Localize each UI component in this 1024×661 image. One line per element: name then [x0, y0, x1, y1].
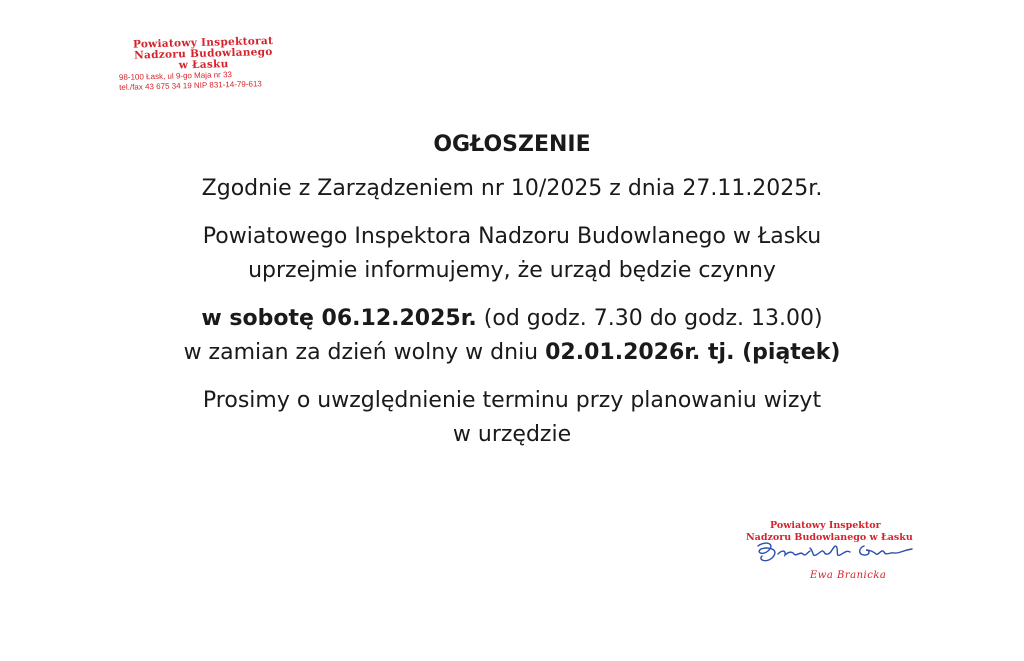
signer-name: Ewa Branicka: [810, 570, 887, 581]
saturday-hours: (od godz. 7.30 do godz. 13.00): [476, 306, 823, 331]
paragraph-request-end: w urzędzie: [452, 422, 572, 447]
saturday-date: w sobotę 06.12.2025r.: [201, 306, 477, 331]
dayoff-prefix: w zamian za dzień wolny w dniu: [183, 340, 546, 365]
announcement-body: [0, 128, 1024, 452]
paragraph-inspector: Powiatowego Inspektora Nadzoru Budowlanego w Łasku: [202, 224, 822, 249]
paragraph-regulation: Zgodnie z Zarządzeniem nr 10/2025 z dnia 27.11.2025r.: [201, 176, 823, 201]
dayoff-date: 02.01.2026r. tj. (piątek): [545, 340, 841, 365]
stamp-contact: tel./fax 43 675 34 19 NIP 831-14-79-613: [119, 79, 262, 92]
announcement-title: OGŁOSZENIE: [433, 132, 591, 157]
paragraph-request: Prosimy o uwzględnienie terminu przy planowaniu wizyt: [202, 388, 822, 413]
handwritten-signature: [752, 538, 927, 570]
office-stamp: [118, 36, 289, 93]
stamp-address: 98-100 Łask, ul 9-go Maja nr 33: [118, 70, 233, 82]
signature-stamp-title: Powiatowy Inspektor: [770, 520, 881, 531]
stamp-line: Powiatowy Inspektorat: [132, 34, 274, 51]
stamp-line: Nadzoru Budowlanego: [133, 45, 273, 62]
paragraph-saturday: [0, 302, 1024, 336]
signature-stamp-office: Nadzoru Budowlanego w Łasku: [746, 532, 913, 543]
paragraph-dayoff: [0, 336, 1024, 370]
signature-stamp: [746, 520, 926, 581]
paragraph-inform: uprzejmie informujemy, że urząd będzie czynny: [248, 258, 776, 283]
stamp-line: w Łasku: [178, 58, 229, 72]
